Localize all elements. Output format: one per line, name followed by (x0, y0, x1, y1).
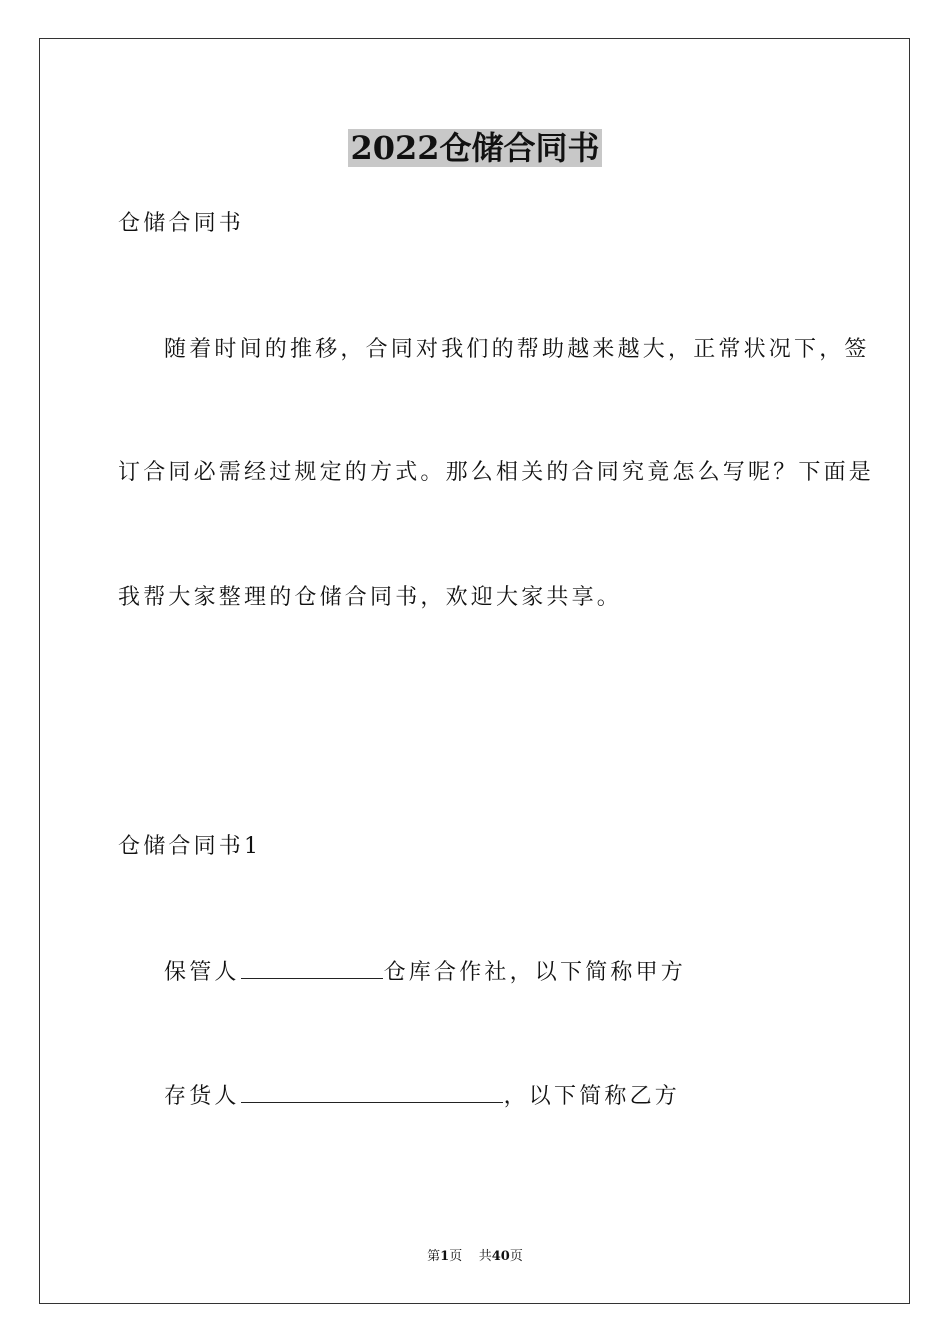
intro-line-1: 随着时间的推移，合同对我们的帮助越来越大，正常状况下，签 (164, 337, 870, 362)
document-title (0, 128, 950, 168)
document-subtitle: 仓储合同书 (118, 211, 245, 236)
footer-total-prefix: 共 (478, 1249, 492, 1264)
footer-total-pages: 40 (491, 1249, 510, 1264)
party-b-label: 存货人 (164, 1084, 240, 1109)
party-a-suffix: 仓库合作社，以下简称甲方 (383, 960, 687, 985)
intro-line-2: 订合同必需经过规定的方式。那么相关的合同究竟怎么写呢？下面是 (118, 460, 875, 485)
footer-total-suffix: 页 (509, 1249, 523, 1264)
footer-page-suffix: 页 (449, 1249, 463, 1264)
intro-line-3: 我帮大家整理的仓储合同书，欢迎大家共享。 (118, 585, 623, 610)
party-a-line (164, 956, 686, 988)
page-footer (0, 1248, 950, 1266)
party-b-suffix: ，以下简称乙方 (503, 1084, 681, 1109)
party-a-blank-field[interactable] (241, 956, 383, 979)
footer-page-prefix: 第 (427, 1249, 441, 1264)
section-heading: 仓储合同书1 (118, 834, 262, 859)
party-b-blank-field[interactable] (241, 1080, 503, 1103)
party-a-label: 保管人 (164, 960, 240, 985)
footer-page-number: 1 (440, 1249, 450, 1264)
party-b-line (164, 1080, 680, 1112)
document-title-text: 2022仓储合同书 (350, 129, 600, 167)
